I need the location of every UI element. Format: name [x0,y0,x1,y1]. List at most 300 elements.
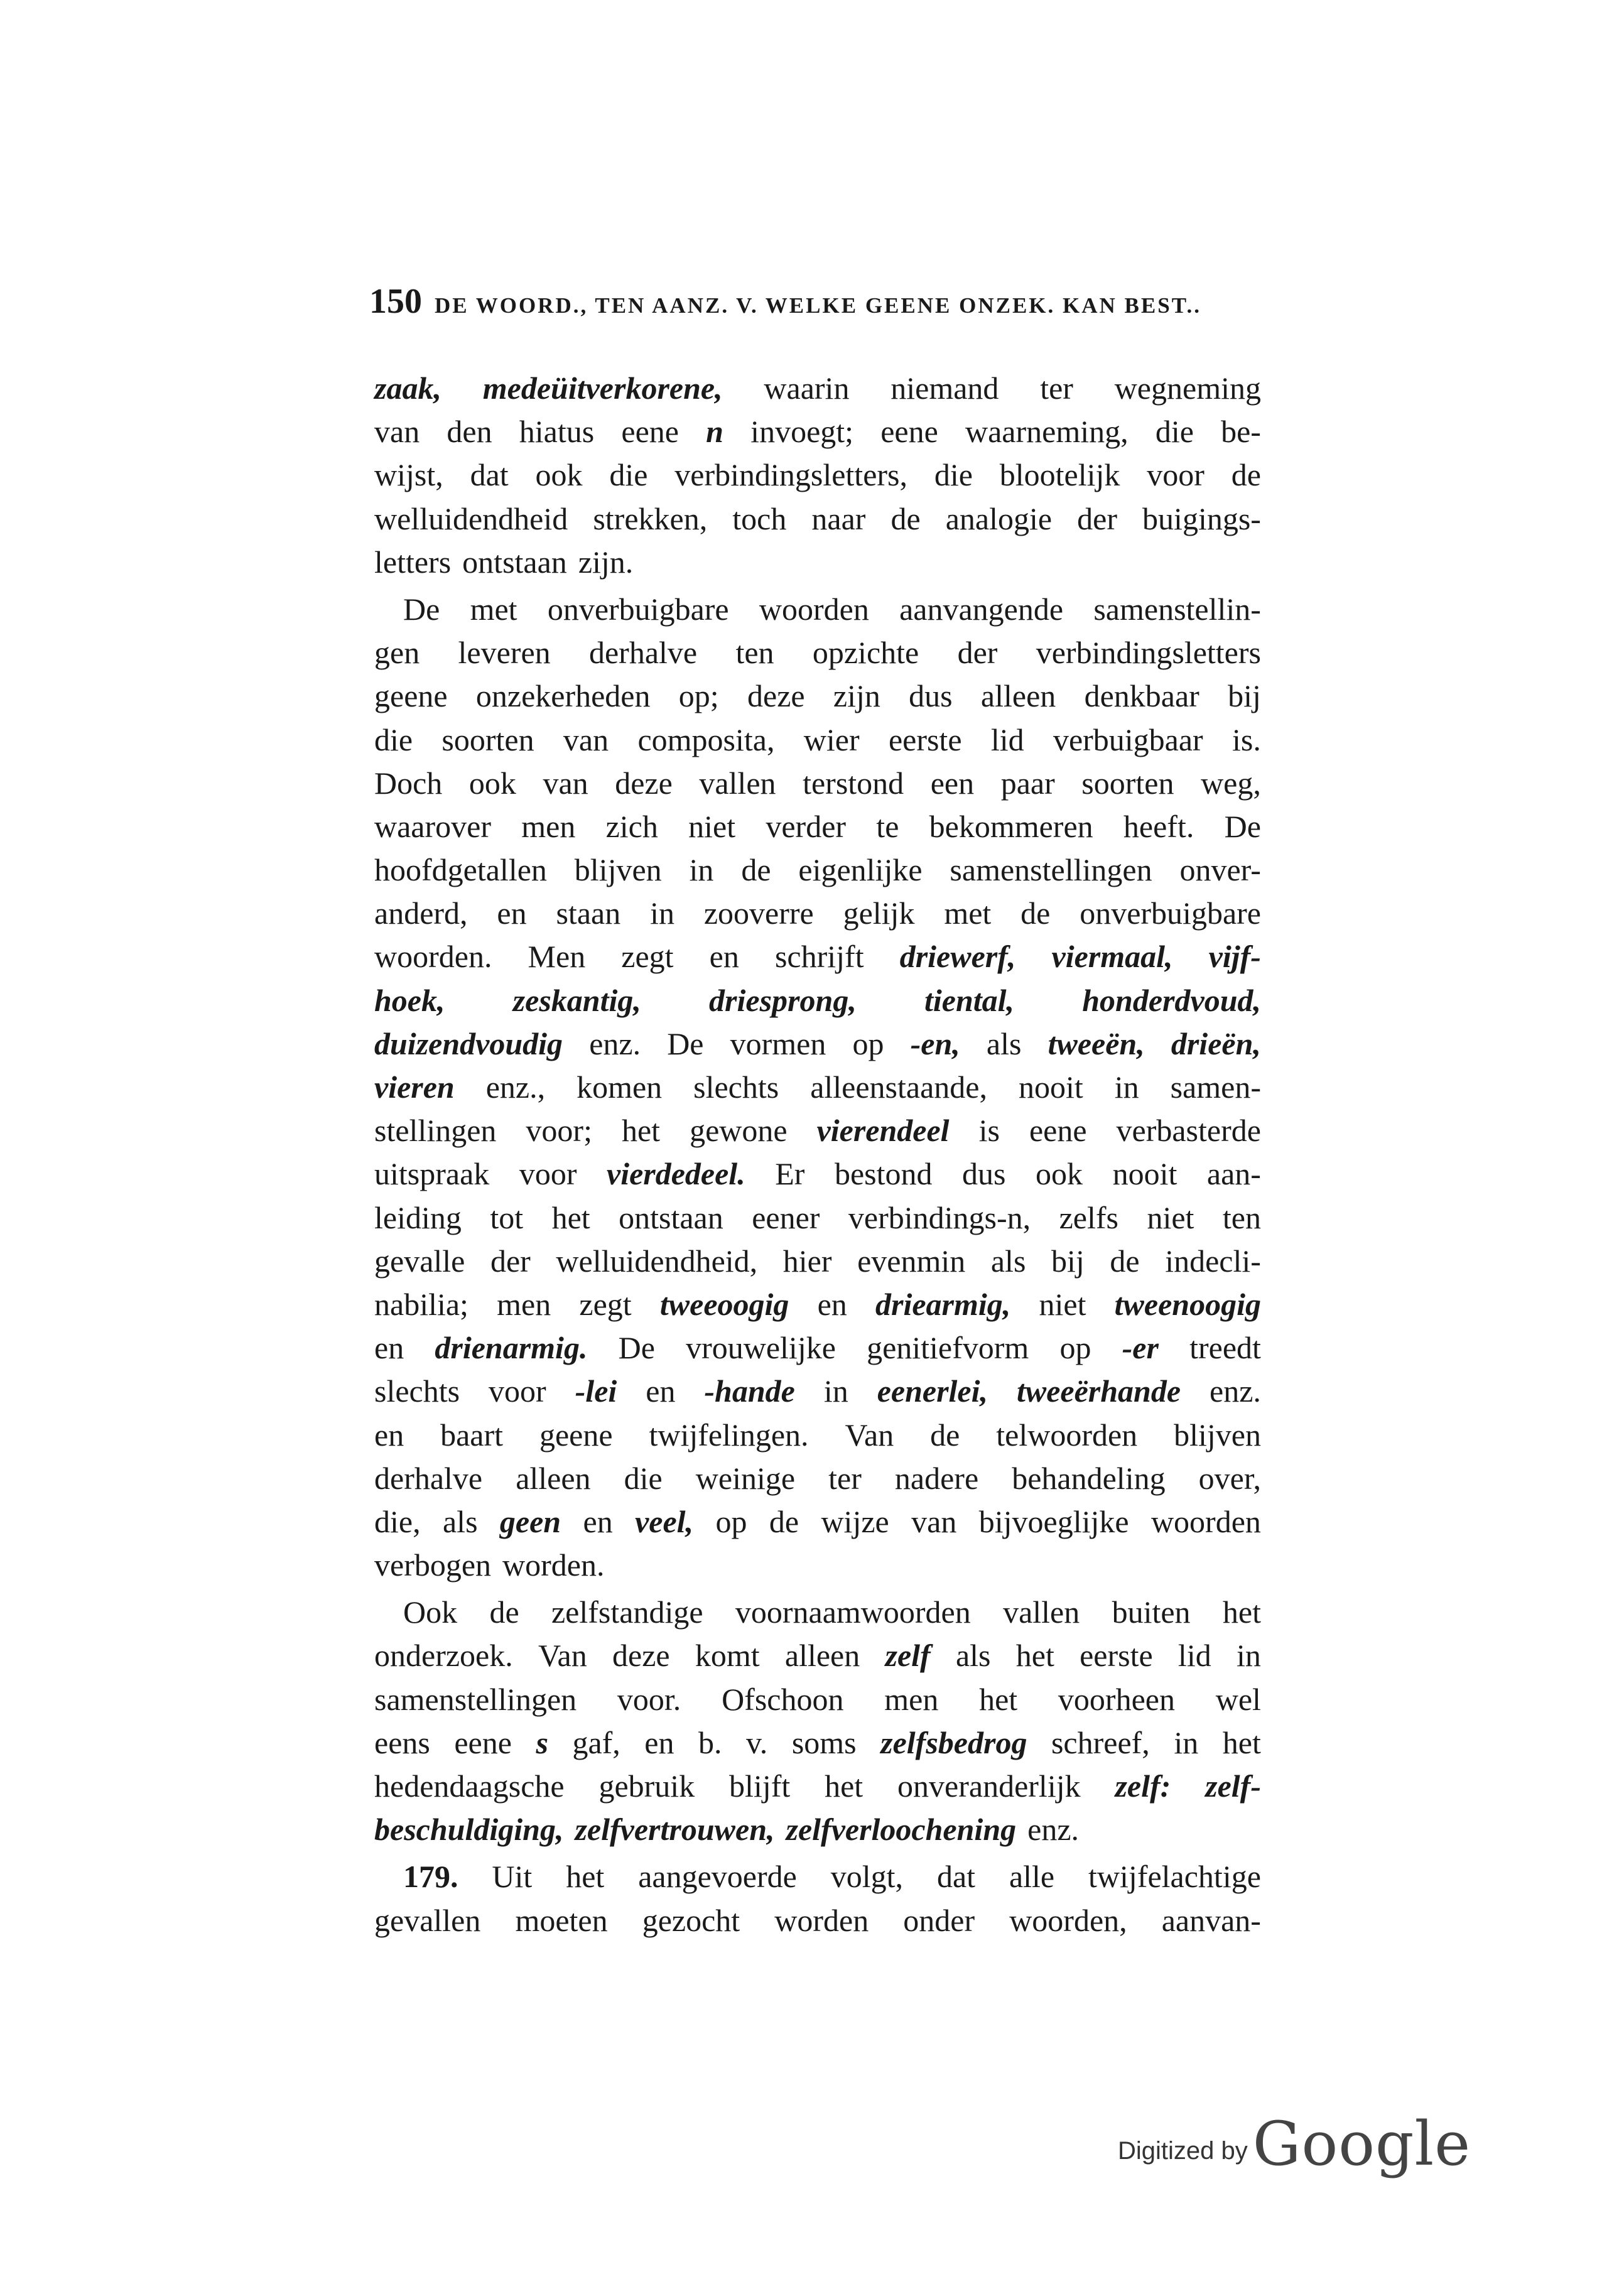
word: bekommeren [929,808,1093,844]
word: verbindingsletters, [674,457,908,493]
word: die, [374,1503,421,1539]
word: strekken, [593,501,708,536]
word: die [624,1460,663,1496]
word: de [1231,457,1261,493]
word: voor. [617,1681,681,1717]
word: met [470,591,517,627]
word: Uit [492,1859,533,1895]
text-line [374,848,1261,892]
word: blijft [729,1768,791,1804]
word: die [934,457,973,493]
word: anderd, [374,896,468,931]
text-line [374,367,1261,410]
word: duizendvoudig [374,1025,563,1061]
word: behandeling [1012,1460,1166,1496]
word: de [930,1417,960,1453]
word: honderdvoud, [1082,982,1261,1018]
word: niet [688,808,736,844]
word: naar [811,501,866,536]
word: eene [621,414,679,450]
word: van [563,722,609,757]
word: dat [470,457,509,493]
word: zelf: [1115,1768,1171,1804]
word: de [741,852,771,888]
word: eerste [1080,1638,1153,1674]
text-line [374,718,1261,762]
word: zelfs [1059,1199,1118,1235]
text-line [374,1765,1261,1808]
word: het [1222,1724,1261,1760]
word: op [715,1503,747,1539]
word: in [823,1373,848,1409]
word: dus [909,678,953,714]
word: zegt [579,1286,632,1322]
word: terstond [803,765,904,801]
word: ontstaan [462,544,567,580]
word: lid [990,722,1024,757]
word: vallen [699,765,776,801]
word: als [442,1503,478,1539]
word: voornaamwoorden [735,1594,971,1630]
word: deze [615,765,673,801]
word: denkbaar [1084,678,1199,714]
word: enz. [589,1025,641,1061]
word: alleen [784,1638,860,1674]
word: niemand [890,371,999,406]
word: de [489,1594,519,1630]
text-line [374,1326,1261,1370]
word: tweeoogig [659,1286,789,1322]
text-line [374,1634,1261,1677]
word: die [609,457,648,493]
word: De [1224,808,1261,844]
word: de [769,1503,799,1539]
text-line [374,1109,1261,1152]
running-header [369,281,1274,325]
word: het [621,1113,661,1149]
word: onverbuigbare [547,591,729,627]
word: buigings- [1142,501,1261,536]
text-line [374,1152,1261,1196]
word: hedendaagsche [374,1768,565,1804]
word: blootelijk [999,457,1120,493]
text-line [374,1370,1261,1413]
word: dus [962,1156,1006,1192]
word: geen [499,1503,561,1539]
word: wegneming [1114,371,1261,406]
word: vallen [1003,1594,1080,1630]
text-line [374,1899,1261,1942]
word: gevallen [374,1902,481,1938]
text-line [374,631,1261,674]
text-line [374,1066,1261,1109]
word: verbindingsletters [1036,635,1261,671]
word: het [1015,1638,1054,1674]
text-line [374,1721,1261,1765]
text-line [374,410,1261,453]
word: woorden. [374,939,492,975]
page-number: 150 [369,282,422,321]
word: twijfelingen. [649,1417,809,1453]
word: en [709,939,739,975]
word: deze [612,1638,670,1674]
word: lid [1177,1638,1211,1674]
word: staan [556,896,621,931]
word: geene [539,1417,613,1453]
word: en [646,1373,676,1409]
word: heeft. [1123,808,1194,844]
word: den [447,414,492,450]
word: toch [732,501,787,536]
text-line [374,1240,1261,1283]
text-line [374,497,1261,541]
word: nadere [894,1460,979,1496]
word: zich [605,808,658,844]
word: zelf- [1205,1768,1261,1804]
word: driesprong, [709,982,857,1018]
word: -hande [704,1373,795,1409]
word: wijst, [374,457,443,493]
word: alleen [516,1460,591,1496]
word: vrouwelijke [686,1330,836,1366]
word: waarin [764,371,850,406]
word: onder [903,1902,975,1938]
word: zijn. [578,544,634,580]
word: woorden [1150,1503,1261,1539]
word: vijf- [1208,939,1261,975]
word: uitspraak [374,1156,490,1192]
word: men [521,808,576,844]
word: vieren [374,1069,455,1105]
word: Er [775,1156,805,1192]
digitized-watermark [1118,2091,1470,2179]
word: -lei [575,1373,617,1409]
word: medeüitverkorene, [482,371,723,406]
word: letters [374,544,452,580]
word: ook [1036,1156,1083,1192]
word: gevalle [374,1243,465,1279]
text-line [374,1855,1261,1898]
word: tiental, [924,982,1015,1018]
word: voor; [526,1113,592,1149]
word: beschuldiging, [374,1812,564,1848]
word: aanvan- [1161,1902,1261,1938]
word: en [817,1286,847,1322]
word: samenstellin- [1093,591,1261,627]
word: viermaal, [1051,939,1173,975]
word: men [497,1286,551,1322]
word: op [852,1025,884,1061]
word: leveren [458,635,551,671]
word: in [1174,1724,1199,1760]
word: -er [1122,1330,1159,1366]
word: gebruik [598,1768,695,1804]
text-line [374,1457,1261,1500]
word: voor [1147,457,1204,493]
word: op [1059,1330,1091,1366]
word: Van [538,1638,587,1674]
word: onver- [1179,852,1261,888]
word: telwoorden [996,1417,1138,1453]
word: composita, [637,722,775,757]
word: zeskantig, [512,982,641,1018]
word: bij [1228,678,1261,714]
word: gelijk [843,896,915,931]
word: treedt [1189,1330,1261,1366]
text-line [374,1678,1261,1721]
word: b. [698,1724,722,1760]
word: het [551,1199,590,1235]
word: blijven [1174,1417,1261,1453]
word: samen- [1170,1069,1261,1105]
word: nabilia; [374,1286,468,1322]
word: zelfstandige [551,1594,703,1630]
word: Van [845,1417,894,1453]
word: en [644,1724,674,1760]
text-line [374,762,1261,805]
word: de [890,501,921,536]
word: zaak, [374,371,441,406]
word: der [490,1243,531,1279]
word: tweeën, [1047,1025,1145,1061]
word: enz. [1210,1373,1261,1409]
word: die [374,722,413,757]
word: De [667,1025,704,1061]
word: over, [1198,1460,1261,1496]
text-line [374,1500,1261,1544]
text-line [374,805,1261,848]
word: bestond [834,1156,933,1192]
word: wijze [821,1503,889,1539]
word: en [583,1503,613,1539]
word: bijvoeglijke [978,1503,1129,1539]
word: niet [1039,1286,1086,1322]
word: in [689,852,714,888]
word: driearmig, [875,1286,1011,1322]
word: derhalve [374,1460,483,1496]
word: moeten [515,1902,608,1938]
word: de [1110,1243,1140,1279]
word: voorheen [1058,1681,1175,1717]
word: eigenlijke [798,852,923,888]
word: evenmin [857,1243,966,1279]
word: geene [374,678,448,714]
word: Ofschoon [722,1681,844,1717]
word: samenstellingen [374,1681,577,1717]
word: in [650,896,674,931]
word: De [403,591,440,627]
text-line [374,453,1261,497]
word: eerste [888,722,962,757]
word: deze [747,678,805,714]
word: schreef, [1051,1724,1150,1760]
word: aangevoerde [638,1859,797,1895]
word: onzekerheden [475,678,651,714]
word: komt [695,1638,760,1674]
word: gezocht [642,1902,740,1938]
word: weinige [695,1460,796,1496]
word: slechts [374,1373,460,1409]
word: ook [468,765,516,801]
word: en [374,1330,404,1366]
word: hoofdgetallen [374,852,547,888]
word: zegt [621,939,674,975]
word: der [957,635,998,671]
word: een [930,765,975,801]
word: veel, [635,1503,694,1539]
word: eenerlei, [877,1373,988,1409]
body-text [374,367,1261,1942]
word: blijven [574,852,662,888]
word: eens [374,1724,430,1760]
word: waarover [374,808,491,844]
word: onveranderlijk [897,1768,1081,1804]
word: wel [1215,1681,1261,1717]
word: vierendeel [816,1113,950,1149]
word: aan- [1206,1156,1261,1192]
word: volgt, [830,1859,904,1895]
word: opzichte [812,635,919,671]
word: schrijft [774,939,864,975]
word: slechts [693,1069,779,1105]
word: alle [1009,1859,1055,1895]
word: vierdedeel. [607,1156,745,1192]
word: die [1155,414,1194,450]
word: leiding [374,1199,462,1235]
word: en [374,1417,404,1453]
text-line [374,979,1261,1022]
word: van [543,765,588,801]
word: als [955,1638,991,1674]
word: aanvangende [899,591,1064,627]
word: eener [752,1199,820,1235]
word: enz., [485,1069,546,1105]
word: verbindings-n, [848,1199,1031,1235]
word: derhalve [588,635,698,671]
word: verbogen [374,1547,492,1583]
word: men [884,1681,939,1717]
word: paar [1000,765,1055,801]
word: drienarmig. [435,1330,588,1366]
word: indecli- [1165,1243,1261,1279]
text-line [374,674,1261,718]
word: hier [782,1243,832,1279]
word: zooverre [703,896,814,931]
word: ook [535,457,583,493]
word: worden. [502,1547,605,1583]
word: buiten [1112,1594,1191,1630]
word: te [876,808,899,844]
text-line [374,588,1261,631]
word: zelfverloochening [786,1812,1017,1848]
text-line [374,1808,1261,1851]
word: eene [454,1724,512,1760]
word: het [825,1768,863,1804]
word: samenstellingen [950,852,1152,888]
word: van [911,1503,957,1539]
word: in [1236,1638,1261,1674]
word: voor [489,1373,546,1409]
word: be- [1221,414,1261,450]
word: ontstaan [619,1199,723,1235]
word: genitiefvorm [867,1330,1029,1366]
word: twijfelachtige [1088,1859,1261,1895]
text-line [374,1022,1261,1066]
running-head: DE WOORD., TEN AANZ. V. WELKE GEENE ONZEK. KAN BEST.. [435,293,1201,318]
text-line [374,1414,1261,1457]
word: soorten [1081,765,1174,801]
word: met [944,896,992,931]
word: alleenstaande, [810,1069,987,1105]
word: nooit [1018,1069,1083,1105]
word: zelf [885,1638,931,1674]
word: als [986,1025,1022,1061]
word: invoegt; [750,414,854,450]
word: woorden [759,591,869,627]
word: Doch [374,765,443,801]
word: -en, [910,1025,960,1061]
word: nooit [1112,1156,1177,1192]
text-line [374,1544,1261,1587]
word: De [618,1330,655,1366]
word: bij [1051,1243,1085,1279]
word: driewerf, [899,939,1016,975]
word: voor [519,1156,577,1192]
word: hiatus [519,414,595,450]
word: weg, [1201,765,1261,801]
word: niet [1147,1199,1194,1235]
word: baart [440,1417,504,1453]
word: drieën, [1171,1025,1261,1061]
word: eene [880,414,938,450]
word: stellingen [374,1113,497,1149]
word: alleen [980,678,1056,714]
word: tweeërhande [1016,1373,1181,1409]
word: woorden, [1009,1902,1127,1938]
text-line [374,1196,1261,1240]
word: gen [374,635,420,671]
word: wier [803,722,860,757]
word: hoek, [374,982,445,1018]
text-line [374,935,1261,978]
google-logo: Google [1252,2109,1471,2179]
text-line [374,892,1261,935]
word: onderzoek. [374,1638,513,1674]
word: onverbuigbare [1080,896,1261,931]
word: zijn [833,678,880,714]
word: v. [746,1724,768,1760]
word: Men [528,939,586,975]
word: enz. [1027,1812,1080,1848]
word: welluidendheid, [556,1243,758,1279]
word: is [978,1113,1000,1149]
word: tweenoogig [1114,1286,1261,1322]
word: zelfsbedrog [880,1724,1027,1760]
word: Ook [403,1594,458,1630]
word: s [536,1724,548,1760]
word: tot [490,1199,524,1235]
word: het [566,1859,605,1895]
word: als [990,1243,1026,1279]
text-line [374,1591,1261,1634]
word: analogie [945,501,1053,536]
word: verbasterde [1116,1113,1261,1149]
word: de [1020,896,1051,931]
word: dat [936,1859,976,1895]
digitized-by-label: Digitized by [1118,2137,1248,2165]
word: ter [1040,371,1073,406]
word: ten [735,635,774,671]
